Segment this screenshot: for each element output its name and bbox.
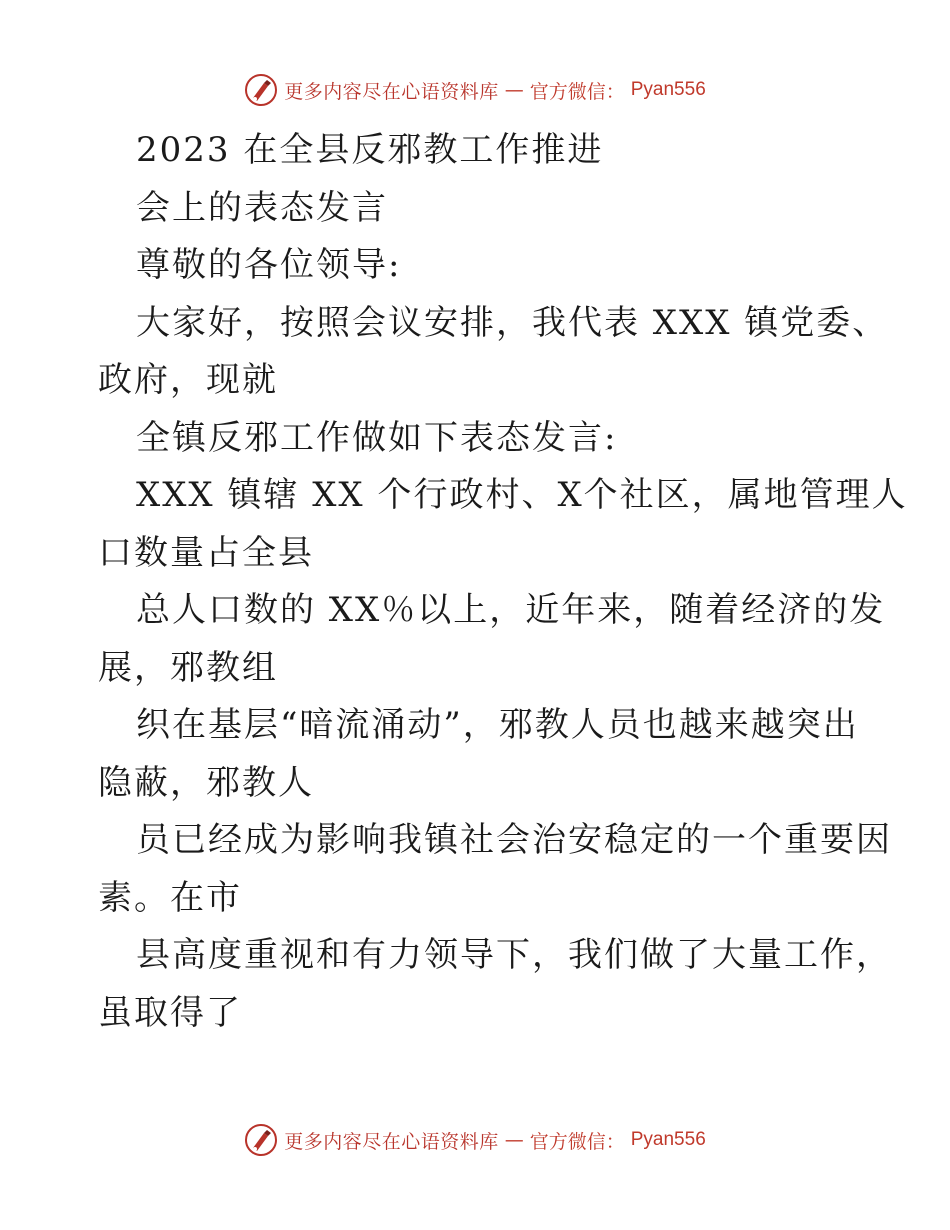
watermark-separator: — <box>504 1129 524 1151</box>
watermark-wechat-id: Pyan556 <box>630 79 706 100</box>
text-line: 政府，现就 <box>98 360 278 400</box>
text-line: 大家好，按照会议安排，我代表 XXX 镇党委、 <box>136 302 889 343</box>
text-line: 口数量占全县 <box>98 532 314 573</box>
text-line: 隐蔽，邪教人 <box>98 762 314 803</box>
text-line: 员已经成为影响我镇社会治安稳定的一个重要因 <box>136 820 892 860</box>
text-line: 尊敬的各位领导: <box>136 245 402 285</box>
watermark-title: 更多内容尽在心语资料库 <box>284 1130 499 1153</box>
watermark-wechat-label: 官方微信： <box>529 80 625 103</box>
text-line: 织在基层“暗流涌动”，邪教人员也越来越突出 <box>136 705 859 745</box>
footer-watermark <box>0 1120 950 1160</box>
text-line: 总人口数的 XX％以上，近年来，随着经济的发 <box>136 590 886 630</box>
text-line: XXX 镇辖 XX 个行政村、X个社区，属地管理人 <box>136 475 908 515</box>
watermark-title: 更多内容尽在心语资料库 <box>284 80 499 103</box>
text-line: 展，邪教组 <box>98 647 278 688</box>
text-line: 2023 在全县反邪教工作推进 <box>136 130 604 170</box>
pen-logo-icon <box>244 73 278 107</box>
pen-logo-icon <box>244 1123 278 1157</box>
text-line: 全镇反邪工作做如下表态发言: <box>136 417 618 458</box>
watermark-wechat-id: Pyan556 <box>630 1129 706 1150</box>
text-line: 会上的表态发言 <box>136 187 388 228</box>
text-line: 素。在市 <box>98 877 242 918</box>
watermark-separator: — <box>504 79 524 101</box>
header-watermark <box>0 70 950 110</box>
text-line: 虽取得了 <box>98 992 242 1033</box>
watermark-wechat-label: 官方微信： <box>529 1130 625 1153</box>
document-body <box>98 122 908 1042</box>
text-line: 县高度重视和有力领导下，我们做了大量工作， <box>136 935 892 975</box>
